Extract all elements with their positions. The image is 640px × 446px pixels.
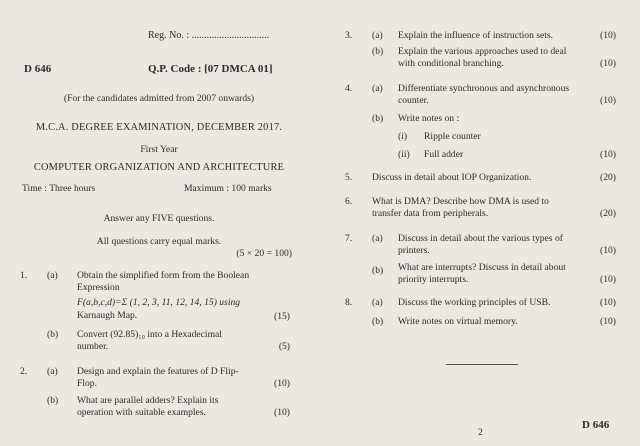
q1a-text-1: Obtain the simplified form from the Boolean [77,270,250,281]
q8b-label: (b) [372,316,384,327]
q1b-marks: (5) [278,341,290,352]
q3b-label: (b) [372,46,384,57]
q1a-label: (a) [47,270,58,281]
q8a-text: Discuss the working principles of USB. [398,297,551,308]
q8a-label: (a) [372,297,383,308]
q1a-text-3: F(a,b,c,d)=Σ (1, 2, 3, 11, 12, 14, 15) using [77,297,241,308]
q7a-text-2: printers. [398,245,430,256]
instruction-2: All questions carry equal marks. [96,236,222,247]
q2a-text-1: Design and explain the features of D Flip- [77,366,239,377]
q6-text-2: transfer data from peripherals. [372,208,489,219]
q3b-marks: (10) [600,58,616,69]
year: First Year [140,144,178,155]
q1a-marks: (15) [274,311,290,322]
q7a-label: (a) [372,233,383,244]
q1-number: 1. [20,270,28,281]
end-rule [446,364,518,365]
reg-no: Reg. No. : ............................... [148,30,270,41]
max-marks: Maximum : 100 marks [184,183,272,194]
q6-marks: (20) [600,208,616,219]
q1a-text-4: Karnaugh Map. [77,310,138,321]
q4a-text-1: Differentiate synchronous and asynchronous [398,83,570,94]
q7b-marks: (10) [600,274,616,285]
q8b-marks: (10) [600,316,616,327]
q5-marks: (20) [600,172,616,183]
q2b-label: (b) [47,395,59,406]
q4b-i-label: (i) [398,131,408,142]
q8-number: 8. [345,297,353,308]
q7b-text-2: priority interrupts. [398,274,469,285]
q1b-label: (b) [47,329,59,340]
paper-code: D 646 [24,63,52,75]
q2b-text-2: operation with suitable examples. [77,407,206,418]
subject-title: COMPUTER ORGANIZATION AND ARCHITECTURE [33,162,285,173]
page-number: 2 [478,427,483,438]
q5-number: 5. [345,172,353,183]
q8b-text: Write notes on virtual memory. [398,316,518,327]
q4b-ii-text: Full adder [424,149,464,160]
q4b-i-text: Ripple counter [424,131,481,142]
q2b-marks: (10) [274,407,290,418]
q5-text: Discuss in detail about IOP Organization. [372,172,532,183]
q3-number: 3. [345,30,353,41]
q3a-label: (a) [372,30,383,41]
q1a-text-2: Expression [77,282,120,293]
footer-code: D 646 [582,419,610,431]
q4a-label: (a) [372,83,383,94]
q2a-label: (a) [47,366,58,377]
q7-number: 7. [345,233,353,244]
q7b-text-1: What are interrupts? Discuss in detail about [398,262,566,273]
q6-text-1: What is DMA? Describe how DMA is used to [372,196,549,207]
q2a-text-2: Flop. [77,378,97,389]
q4b-text: Write notes on : [398,113,460,124]
instruction-1: Answer any FIVE questions. [103,213,215,224]
q4-number: 4. [345,83,353,94]
q6-number: 6. [345,196,353,207]
q7b-label: (b) [372,265,384,276]
q1b-text-1: Convert (92.85)₁₀ into a Hexadecimal [77,329,222,340]
qp-code: Q.P. Code : [07 DMCA 01] [148,63,273,75]
q7a-text-1: Discuss in detail about the various types of [398,233,563,244]
marks-formula: (5 × 20 = 100) [236,248,292,259]
q2-number: 2. [20,366,28,377]
q4a-text-2: counter. [398,95,429,106]
admitted-note: (For the candidates admitted from 2007 onwards) [63,93,255,104]
time: Time : Three hours [22,183,96,194]
q3a-marks: (10) [600,30,616,41]
q8a-marks: (10) [600,297,616,308]
q4b-ii-label: (ii) [398,149,410,160]
q4b-marks: (10) [600,149,616,160]
q3a-text: Explain the influence of instruction sets. [398,30,554,41]
q1b-text-2: number. [77,341,109,352]
q3b-text-2: with conditional branching. [398,58,504,69]
q7a-marks: (10) [600,245,616,256]
q4b-label: (b) [372,113,384,124]
q3b-text-1: Explain the various approaches used to deal [398,46,567,57]
q4a-marks: (10) [600,95,616,106]
q2b-text-1: What are parallel adders? Explain its [77,395,219,406]
exam-title: M.C.A. DEGREE EXAMINATION, DECEMBER 2017. [35,122,283,133]
q2a-marks: (10) [274,378,290,389]
